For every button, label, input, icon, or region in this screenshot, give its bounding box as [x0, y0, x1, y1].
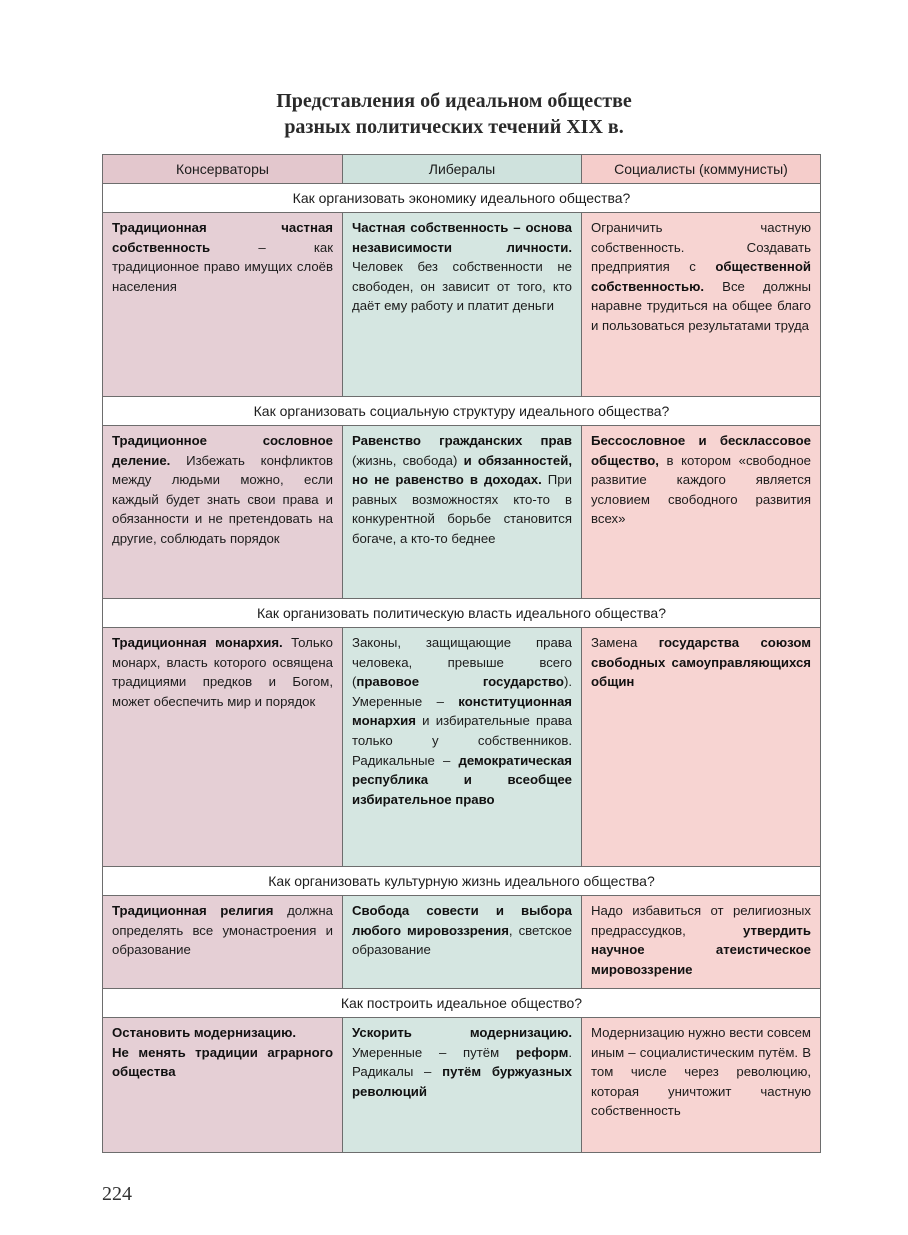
- header-liberals: Либералы: [343, 155, 582, 184]
- emphasis-text: утвердить научное атеистическое мировоззрение: [591, 922, 811, 977]
- question-row: [103, 989, 821, 1018]
- emphasis-text: Ускорить модернизацию.: [352, 1025, 572, 1040]
- emphasis-text: Традиционная религия: [112, 903, 274, 918]
- cell-liberals: Равенство гражданских прав (жизнь, свобода) и обязанностей, но не равенство в доходах. При равных возможностях кто-то в конкурентной борьбе становится богаче, а кто-то беднее: [343, 426, 582, 599]
- header-socialists: Социалисты (коммунисты): [582, 155, 821, 184]
- emphasis-text: Не менять традиции аграрного общества: [112, 1044, 333, 1080]
- emphasis-text: Равенство гражданских прав: [352, 433, 572, 448]
- emphasis-text: конституционная монархия: [352, 693, 572, 729]
- cell-socialists: Надо избавиться от религиозных предрассудков, утвердить научное атеистическое мировоззрение: [582, 896, 821, 989]
- header-conservatives: Консерваторы: [103, 155, 343, 184]
- cell-conservatives: Традиционная частная собственность – как традиционное право имущих слоёв населения: [103, 213, 343, 397]
- emphasis-text: Традиционное сословное деление.: [112, 433, 333, 468]
- question-row: [103, 599, 821, 628]
- answer-row: [103, 426, 821, 599]
- emphasis-text: демократическая республика и всеобщее избирательное право: [352, 752, 572, 807]
- question-row: [103, 397, 821, 426]
- page-title: [0, 88, 908, 140]
- emphasis-text: и обязанностей, но не равенство в доходах.: [352, 452, 572, 488]
- emphasis-text: Традиционная монархия.: [112, 635, 283, 650]
- emphasis-text: реформ: [515, 1044, 569, 1060]
- emphasis-text: путём буржуазных революций: [352, 1064, 573, 1099]
- emphasis-text: общественной собственностью.: [591, 259, 811, 294]
- question-row: [103, 867, 821, 896]
- cell-conservatives: Традиционная монархия. Только монарх, власть которого освящена традициями предков и Богом, может обеспечить мир и порядок: [103, 628, 343, 867]
- cell-socialists: Модернизацию нужно вести совсем иным – социалистическим путём. В том числе через революцию, которая уничтожит частную собственность: [582, 1018, 821, 1153]
- page-number: 224: [102, 1183, 132, 1205]
- question-social-structure: Как организовать социальную структуру идеального общества?: [103, 397, 821, 426]
- title-line-2: разных политических течений XIX в.: [284, 116, 624, 138]
- emphasis-text: Свобода совести и выбора любого мировоззрения: [352, 903, 572, 938]
- emphasis-text: государства союзом свободных самоуправляющихся общин: [591, 635, 811, 690]
- title-line-1: Представления об идеальном обществе: [276, 90, 632, 112]
- question-political-power: Как организовать политическую власть идеального общества?: [103, 599, 821, 628]
- cell-socialists: Бессословное и бесклассовое общество, в котором «свободное развитие каждого является условием свободного развития всех»: [582, 426, 821, 599]
- cell-liberals: Ускорить модернизацию. Умеренные – путём реформ. Радикалы – путём буржуазных революций: [343, 1018, 582, 1153]
- emphasis-text: Традиционная частная собственность: [112, 220, 333, 255]
- cell-socialists: Ограничить частную собственность. Создавать предприятия с общественной собственностью. Все должны наравне трудиться на общее благо и пользоваться результатами труда: [582, 213, 821, 397]
- ideologies-table: [102, 154, 821, 1153]
- question-economy: Как организовать экономику идеального общества?: [103, 184, 821, 213]
- question-culture: Как организовать культурную жизнь идеального общества?: [103, 867, 821, 896]
- answer-row: [103, 213, 821, 397]
- answer-row: [103, 896, 821, 989]
- answer-row: [103, 628, 821, 867]
- question-building: Как построить идеальное общество?: [103, 989, 821, 1018]
- cell-socialists: Замена государства союзом свободных самоуправляющихся общин: [582, 628, 821, 867]
- cell-conservatives: Традиционная религия должна определять все умонастроения и образование: [103, 896, 343, 989]
- answer-row: [103, 1018, 821, 1153]
- cell-liberals: Свобода совести и выбора любого мировоззрения, светское образование: [343, 896, 582, 989]
- cell-conservatives: [103, 1018, 343, 1153]
- emphasis-text: правовое государство: [356, 674, 564, 690]
- header-row: [103, 155, 821, 184]
- cell-conservatives: Традиционное сословное деление. Избежать конфликтов между людьми можно, если каждый будет знать свои права и обязанности и не претендовать на другие, соблюдать порядок: [103, 426, 343, 599]
- emphasis-text: Частная собственность – основа независимости личности.: [352, 220, 572, 255]
- emphasis-text: Бессословное и бесклассовое общество,: [591, 433, 811, 468]
- question-row: [103, 184, 821, 213]
- cell-liberals: Частная собственность – основа независимости личности. Человек без собственности не свободен, он зависит от того, кто даёт ему работу и платит деньги: [343, 213, 582, 397]
- cell-liberals: Законы, защищающие права человека, превыше всего (правовое государство). Умеренные – конституционная монархия и избирательные права только у собственников. Радикальные – демократическая республика и всеобщее избирательное право: [343, 628, 582, 867]
- emphasis-text: Остановить модернизацию.: [112, 1025, 296, 1040]
